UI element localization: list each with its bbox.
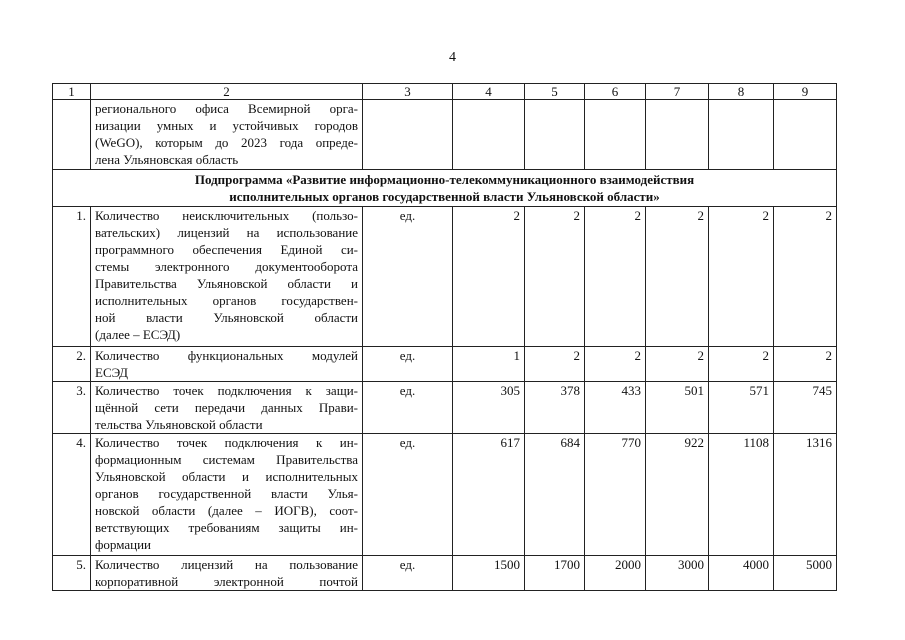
value-cell: 617 bbox=[453, 434, 525, 556]
value-cell: 1700 bbox=[525, 556, 585, 591]
value-cell bbox=[585, 100, 646, 170]
continuation-row bbox=[53, 100, 837, 170]
subprogram-title bbox=[53, 170, 837, 207]
value-cell: 5000 bbox=[774, 556, 837, 591]
value-cell: 2 bbox=[774, 347, 837, 382]
header-cell: 9 bbox=[774, 84, 837, 100]
value-cell: 2 bbox=[585, 347, 646, 382]
unit-cell: ед. bbox=[363, 382, 453, 434]
text-line: исполнительных органов государствен- bbox=[95, 293, 358, 308]
text-line: ной власти Ульяновской области bbox=[95, 310, 358, 325]
unit-cell: ед. bbox=[363, 207, 453, 347]
text-line: тельства Ульяновской области bbox=[95, 417, 263, 432]
text-line: Количество точек подключения к ин- bbox=[95, 435, 358, 450]
value-cell: 571 bbox=[709, 382, 774, 434]
value-cell: 2 bbox=[646, 347, 709, 382]
value-cell: 2 bbox=[709, 207, 774, 347]
text-line: ветствующих требованиям защиты ин- bbox=[95, 520, 358, 535]
unit-cell: ед. bbox=[363, 347, 453, 382]
indicator-name-cell bbox=[91, 556, 363, 591]
value-cell bbox=[525, 100, 585, 170]
text-line: лена Ульяновская область bbox=[95, 152, 239, 167]
value-cell: 433 bbox=[585, 382, 646, 434]
text-line: программного обеспечения Единой си- bbox=[95, 242, 358, 257]
value-cell: 2 bbox=[709, 347, 774, 382]
value-cell: 1500 bbox=[453, 556, 525, 591]
text-line: (WeGO), которым до 2023 года опреде- bbox=[95, 135, 358, 150]
indicator-name-cell bbox=[91, 434, 363, 556]
indicator-name-cell bbox=[91, 207, 363, 347]
header-cell: 1 bbox=[53, 84, 91, 100]
value-cell: 2 bbox=[774, 207, 837, 347]
text-line: низации умных и устойчивых городов bbox=[95, 118, 358, 133]
value-cell: 2 bbox=[453, 207, 525, 347]
text-line: органов государственной власти Улья- bbox=[95, 486, 358, 501]
value-cell: 2 bbox=[525, 207, 585, 347]
value-cell: 2 bbox=[585, 207, 646, 347]
unit-cell: ед. bbox=[363, 556, 453, 591]
header-cell: 7 bbox=[646, 84, 709, 100]
row-number: 5. bbox=[53, 556, 91, 591]
text-line: формации bbox=[95, 537, 152, 552]
text-line: формационным системам Правительства bbox=[95, 452, 358, 467]
indicator-name-cell bbox=[91, 100, 363, 170]
header-cell: 4 bbox=[453, 84, 525, 100]
value-cell: 922 bbox=[646, 434, 709, 556]
value-cell bbox=[774, 100, 837, 170]
row-number: 1. bbox=[53, 207, 91, 347]
value-cell: 684 bbox=[525, 434, 585, 556]
value-cell: 2 bbox=[646, 207, 709, 347]
subprogram-title-line: Подпрограмма «Развитие информационно-телекоммуникационного взаимодействия bbox=[194, 172, 695, 187]
value-cell: 305 bbox=[453, 382, 525, 434]
subprogram-row bbox=[53, 170, 837, 207]
text-line: ЕСЭД bbox=[95, 365, 128, 380]
value-cell: 1108 bbox=[709, 434, 774, 556]
value-cell: 3000 bbox=[646, 556, 709, 591]
header-cell: 3 bbox=[363, 84, 453, 100]
text-line: щённой сети передачи данных Прави- bbox=[95, 400, 358, 415]
value-cell: 4000 bbox=[709, 556, 774, 591]
text-line: новской области (далее – ИОГВ), соот- bbox=[95, 503, 358, 518]
table-row bbox=[53, 347, 837, 382]
header-row bbox=[53, 84, 837, 100]
text-line: Количество функциональных модулей bbox=[95, 348, 358, 363]
page-number: 4 bbox=[449, 50, 456, 65]
unit-cell: ед. bbox=[363, 434, 453, 556]
header-cell: 2 bbox=[91, 84, 363, 100]
row-number: 4. bbox=[53, 434, 91, 556]
value-cell: 1 bbox=[453, 347, 525, 382]
value-cell: 1316 bbox=[774, 434, 837, 556]
indicators-table bbox=[52, 83, 837, 591]
header-cell: 5 bbox=[525, 84, 585, 100]
table-row bbox=[53, 382, 837, 434]
value-cell: 770 bbox=[585, 434, 646, 556]
value-cell: 2000 bbox=[585, 556, 646, 591]
text-line: регионального офиса Всемирной орга- bbox=[95, 101, 358, 116]
value-cell: 745 bbox=[774, 382, 837, 434]
text-line: Правительства Ульяновской области и bbox=[95, 276, 358, 291]
indicator-name-cell bbox=[91, 347, 363, 382]
num-cell bbox=[53, 100, 91, 170]
text-line: корпоративной электронной почтой bbox=[95, 574, 358, 589]
row-number: 3. bbox=[53, 382, 91, 434]
value-cell bbox=[646, 100, 709, 170]
header-cell: 8 bbox=[709, 84, 774, 100]
header-cell: 6 bbox=[585, 84, 646, 100]
value-cell: 501 bbox=[646, 382, 709, 434]
text-line: Количество лицензий на пользование bbox=[95, 557, 358, 572]
text-line: Количество неисключительных (пользо- bbox=[95, 208, 358, 223]
value-cell bbox=[453, 100, 525, 170]
unit-cell bbox=[363, 100, 453, 170]
text-line: вательских) лицензий на использование bbox=[95, 225, 358, 240]
text-line: (далее – ЕСЭД) bbox=[95, 327, 181, 342]
value-cell bbox=[709, 100, 774, 170]
text-line: Ульяновской области и исполнительных bbox=[95, 469, 358, 484]
indicator-name-cell bbox=[91, 382, 363, 434]
text-line: стемы электронного документооборота bbox=[95, 259, 358, 274]
value-cell: 378 bbox=[525, 382, 585, 434]
row-number: 2. bbox=[53, 347, 91, 382]
value-cell: 2 bbox=[525, 347, 585, 382]
subprogram-title-line: исполнительных органов государственной власти Ульяновской области» bbox=[229, 189, 660, 204]
table-row bbox=[53, 207, 837, 347]
table-row bbox=[53, 434, 837, 556]
table-row bbox=[53, 556, 837, 591]
text-line: Количество точек подключения к защи- bbox=[95, 383, 358, 398]
